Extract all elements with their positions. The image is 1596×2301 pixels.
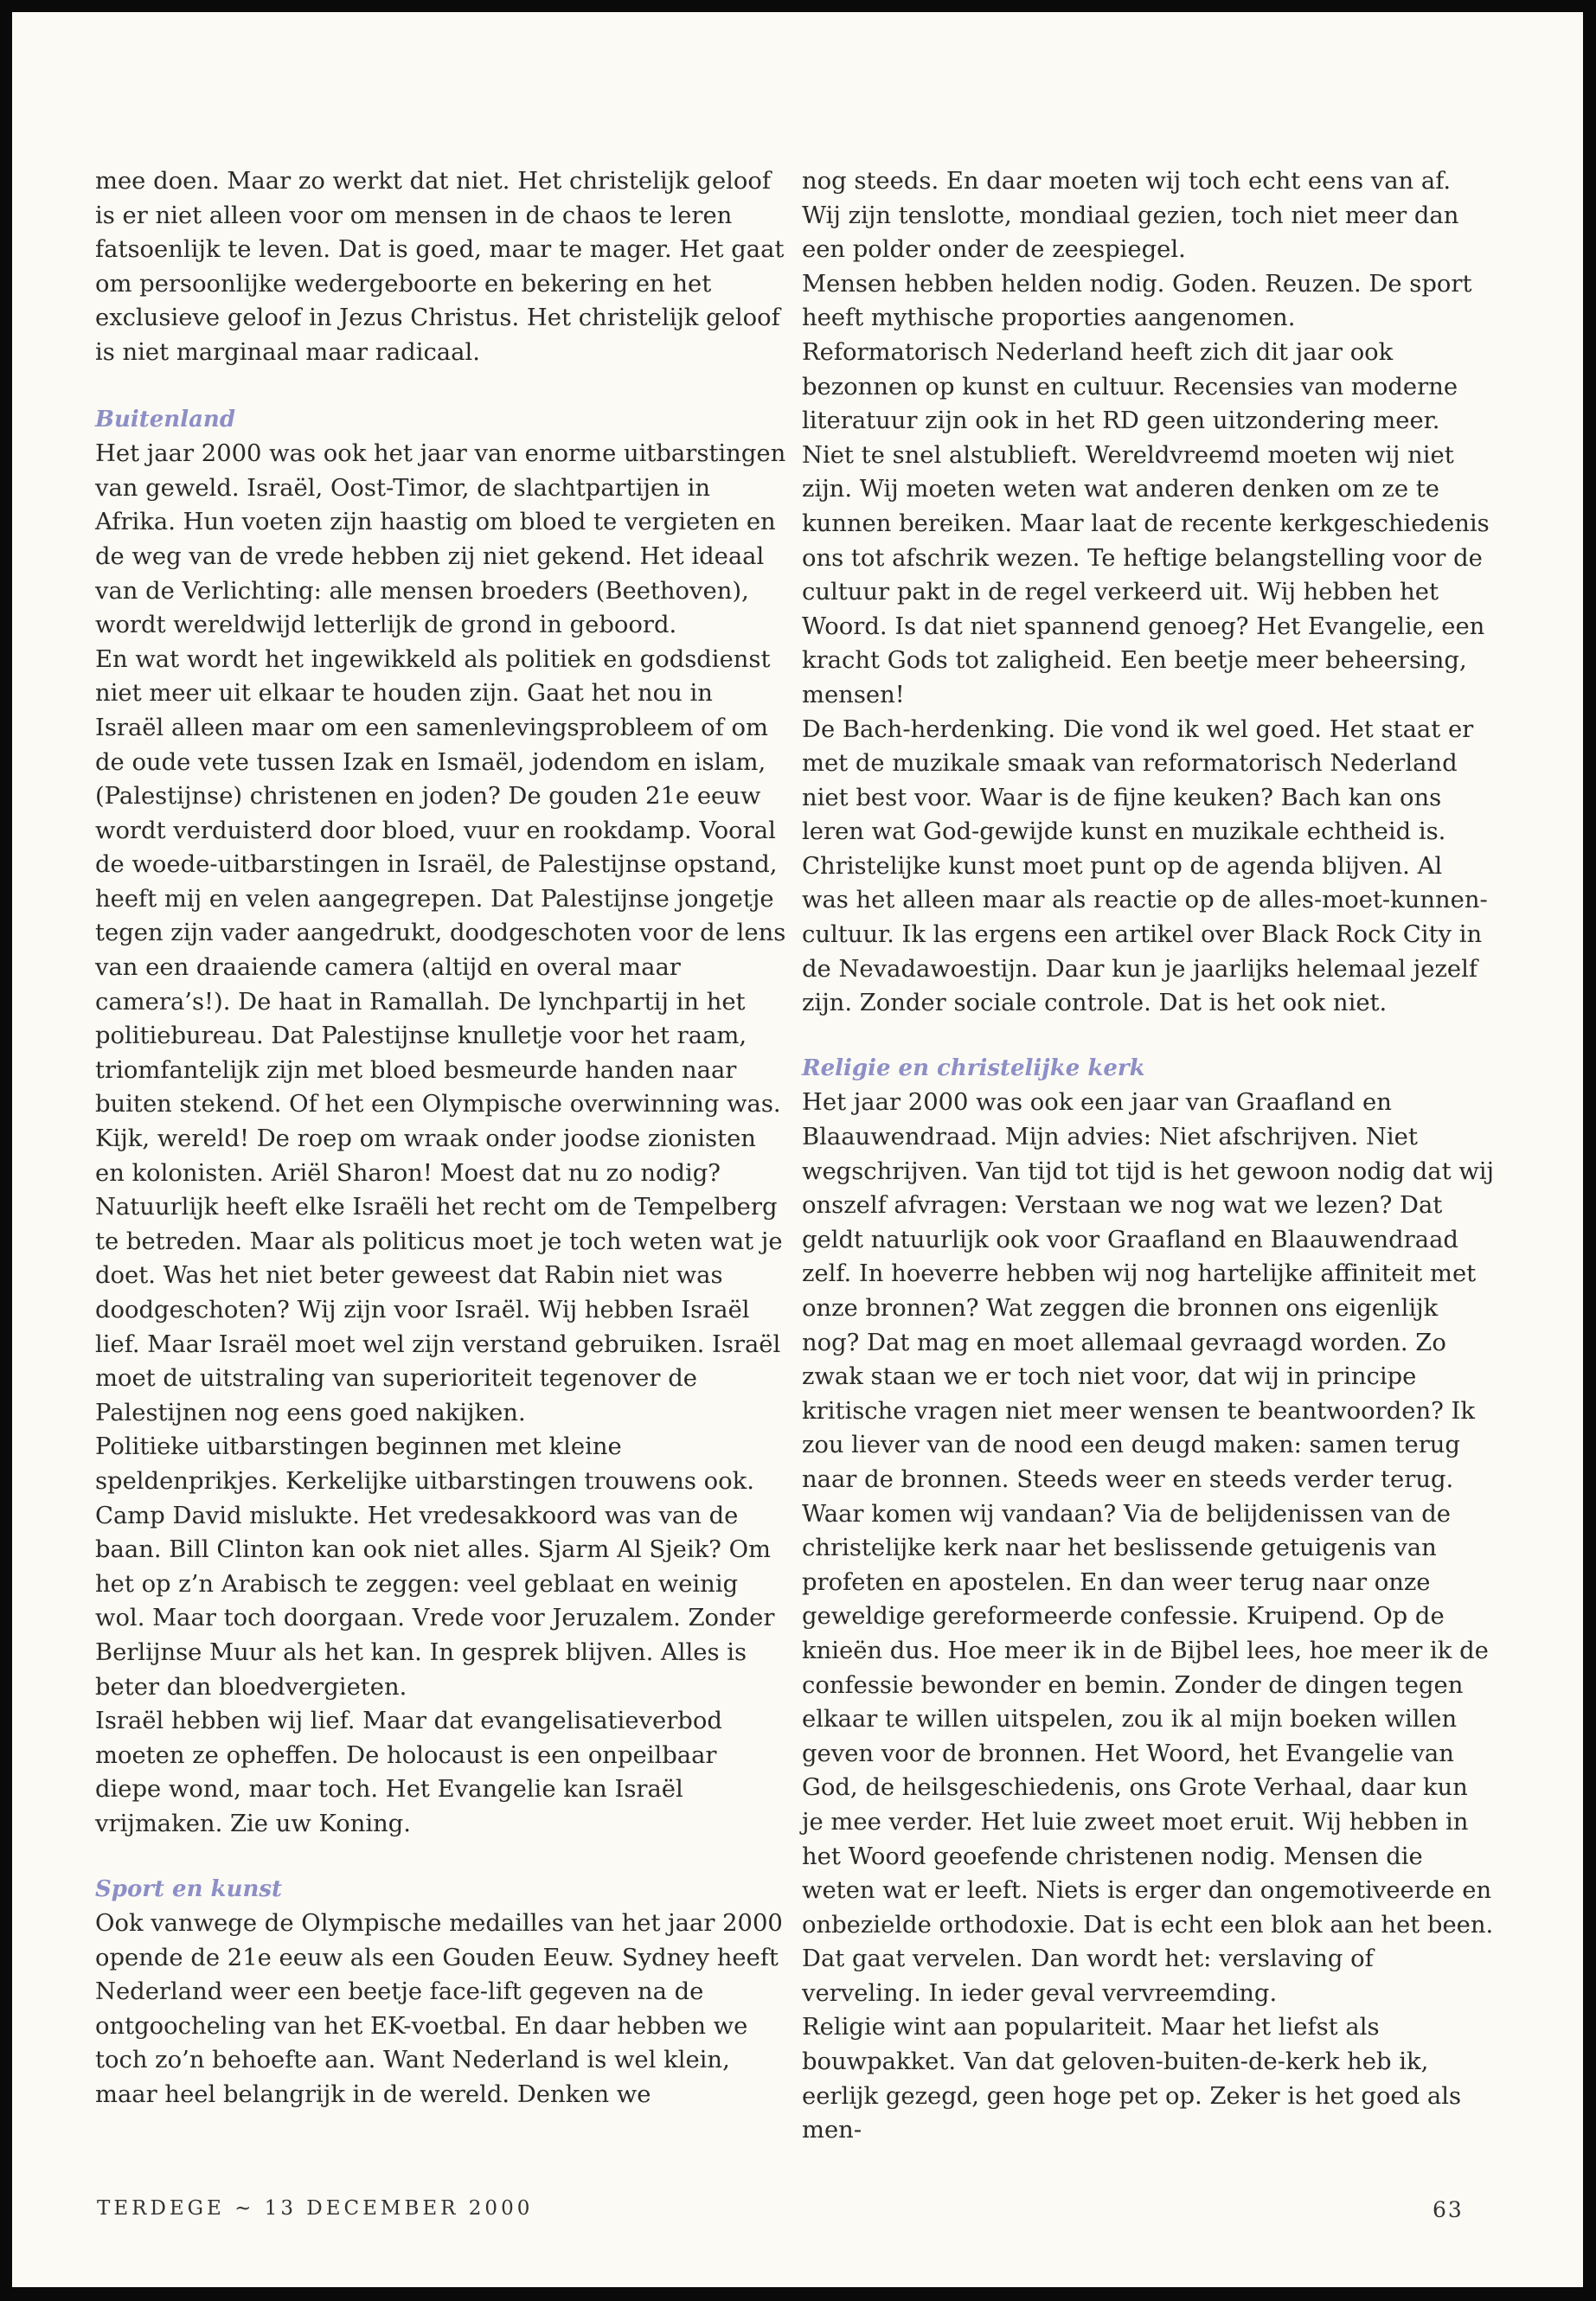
page-number: 63 [1433, 2197, 1464, 2222]
sport-paragraph-4: De Bach-herdenking. Die vond ik wel goed. Het staat er met de muzikale smaak van reformatorisch Nederland niet best voor. Waar is de fijne keuken? Bach kan ons leren wat God-gewijde kunst en muzikale echtheid is. Christelijke kunst moet punt op de agenda blijven. Al was het alleen maar als reactie op de alles-moet-kunnen-cultuur. Ik las ergens een artikel over Black Rock City in de Nevadawoestijn. Daar kun je jaarlijks helemaal jezelf zijn. Zonder sociale controle. Dat is het ook niet. [802, 715, 1488, 1017]
heading-buitenland: Buitenland [95, 406, 236, 433]
sport-paragraph-2: Mensen hebben helden nodig. Goden. Reuzen. De sport heeft mythische proporties aangenomen. [802, 270, 1472, 332]
buitenland-paragraph-2: En wat wordt het ingewikkeld als politiek en godsdienst niet meer uit elkaar te houden zijn. Gaat het nou in Israël alleen maar om een samenlevingsprobleem of om de oude vete tussen Izak en Ismaël, jodendom en islam, (Palestijnse) christenen en joden? De gouden 21e eeuw wordt verduisterd door bloed, vuur en rookdamp. Vooral de woede-uitbarstingen in Israël, de Palestijnse opstand, heeft mij en velen aangegrepen. Dat Palestijnse jongetje tegen zijn vader aangedrukt, doodgeschoten voor de lens van een draaiende camera (altijd en overal maar camera’s!). De haat in Ramallah. De lynchpartij in het politiebureau. Dat Palestijnse knulletje voor het raam, triomfantelijk zijn met bloed besmeurde handen naar buiten stekend. Of het een Olympische overwinning was. Kijk, wereld! De roep om wraak onder joodse zionisten en kolonisten. Ariël Sharon! Moest dat nu zo nodig? Natuurlijk heeft elke Israëli het recht om de Tempelberg te betreden. Maar als politicus moet je toch weten wat je doet. Was het niet beter geweest dat Rabin niet was doodgeschoten? Wij zijn voor Israël. Wij hebben Israël lief. Maar Israël moet wel zijn verstand gebruiken. Israël moet de uitstraling van superioriteit tegenover de Palestijnen nog eens goed nakijken. [95, 645, 786, 1426]
sport-paragraph-3: Reformatorisch Nederland heeft zich dit jaar ook bezonnen op kunst en cultuur. Recensies van moderne literatuur zijn ook in het RD geen uitzondering meer. Niet te snel alstublieft. Wereldvreemd moeten wij niet zijn. Wij moeten weten wat anderen denken om ze te kunnen bereiken. Maar laat de recente kerkgeschiedenis ons tot afschrik wezen. Te heftige belangstelling voor de cultuur pakt in de regel verkeerd uit. Wij hebben het Woord. Is dat niet spannend genoeg? Het Evangelie, een kracht Gods tot zaligheid. Een beetje meer beheersing, mensen! [802, 338, 1490, 708]
magazine-page [12, 12, 1583, 2287]
intro-paragraph: mee doen. Maar zo werkt dat niet. Het christelijk geloof is er niet alleen voor om mensen in de chaos te leren fatsoenlijk te leven. Dat is goed, maar te mager. Het gaat om persoonlijke wedergeboorte en bekering en het exclusieve geloof in Jezus Christus. Het christelijk geloof is niet marginaal maar radicaal. [95, 168, 785, 366]
buitenland-paragraph-4: Camp David mislukte. Het vredesakkoord was van de baan. Bill Clinton kan ook niet alles. Sjarm Al Sjeik? Om het op z’n Arabisch te zeggen: veel geblaat en weinig wol. Maar toch doorgaan. Vrede voor Jeruzalem. Zonder Berlijnse Muur als het kan. In gesprek blijven. Alles is beter dan bloedvergieten. [95, 1502, 775, 1701]
buitenland-paragraph-1: Het jaar 2000 was ook het jaar van enorme uitbarstingen van geweld. Israël, Oost-Timor, de slachtpartijen in Afrika. Hun voeten zijn haastig om bloed te vergieten en de weg van de vrede hebben zij niet gekend. Het ideaal van de Verlichting: alle mensen broeders (Beethoven), wordt wereldwijd letterlijk de grond in geboord. [95, 440, 786, 639]
heading-sport-en-kunst: Sport en kunst [95, 1875, 283, 1902]
religie-paragraph-2: Religie wint aan populariteit. Maar het liefst als bouwpakket. Van dat geloven-buiten-de-kerk heb ik, eerlijk gezegd, geen hoge pet op. Zeker is het goed als men- [802, 2014, 1462, 2144]
footer-publication: TERDEGE ~ 13 DECEMBER 2000 [97, 2197, 534, 2220]
heading-religie: Religie en christelijke kerk [802, 1054, 1145, 1081]
right-column [802, 164, 1494, 2148]
sport-paragraph-1-continued: nog steeds. En daar moeten wij toch echt eens van af. Wij zijn tenslotte, mondiaal gezien, toch niet meer dan een polder onder de zeespiegel. [802, 168, 1459, 264]
sport-paragraph-1: Ook vanwege de Olympische medailles van het jaar 2000 opende de 21e eeuw als een Gouden Eeuw. Sydney heeft Nederland weer een beetje face-lift gegeven na de ontgoocheling van het EK-voetbal. En daar hebben we toch zo’n behoefte aan. Want Nederland is wel klein, maar heel belangrijk in de wereld. Denken we [95, 1910, 783, 2109]
left-column [95, 164, 787, 2112]
buitenland-paragraph-3: Politieke uitbarstingen beginnen met kleine speldenprikjes. Kerkelijke uitbarstingen trouwens ook. [95, 1433, 754, 1495]
religie-paragraph-1: Het jaar 2000 was ook een jaar van Graafland en Blaauwendraad. Mijn advies: Niet afschrijven. Niet wegschrijven. Van tijd tot tijd is het gewoon nodig dat wij onszelf afvragen: Verstaan we nog wat we lezen? Dat geldt natuurlijk ook voor Graafland en Blaauwendraad zelf. In hoeverre hebben wij nog hartelijke affiniteit met onze bronnen? Wat zeggen die bronnen ons eigenlijk nog? Dat mag en moet allemaal gevraagd worden. Zo zwak staan we er toch niet voor, dat wij in principe kritische vragen niet meer wensen te beantwoorden? Ik zou liever van de nood een deugd maken: samen terug naar de bronnen. Steeds weer en steeds verder terug. Waar komen wij vandaan? Via de belijdenissen van de christelijke kerk naar het beslissende getuigenis van profeten en apostelen. En dan weer terug naar onze geweldige gereformeerde confessie. Kruipend. Op de knieën dus. Hoe meer ik in de Bijbel lees, hoe meer ik de confessie bewonder en bemin. Zonder de dingen tegen elkaar te willen uitspelen, zou ik al mijn boeken willen geven voor de bronnen. Het Woord, het Evangelie van God, de heilsgeschiedenis, ons Grote Verhaal, daar kun je mee verder. Het luie zweet moet eruit. Wij hebben in het Woord geoefende christenen nodig. Mensen die weten wat er leeft. Niets is erger dan ongemotiveerde en onbezielde orthodoxie. Dat is echt een blok aan het been. Dat gaat vervelen. Dan wordt het: verslaving of verveling. In ieder geval vervreemding. [802, 1089, 1495, 2007]
buitenland-paragraph-5: Israël hebben wij lief. Maar dat evangelisatieverbod moeten ze opheffen. De holocaust is een onpeilbaar diepe wond, maar toch. Het Evangelie kan Israël vrijmaken. Zie uw Koning. [95, 1708, 722, 1837]
